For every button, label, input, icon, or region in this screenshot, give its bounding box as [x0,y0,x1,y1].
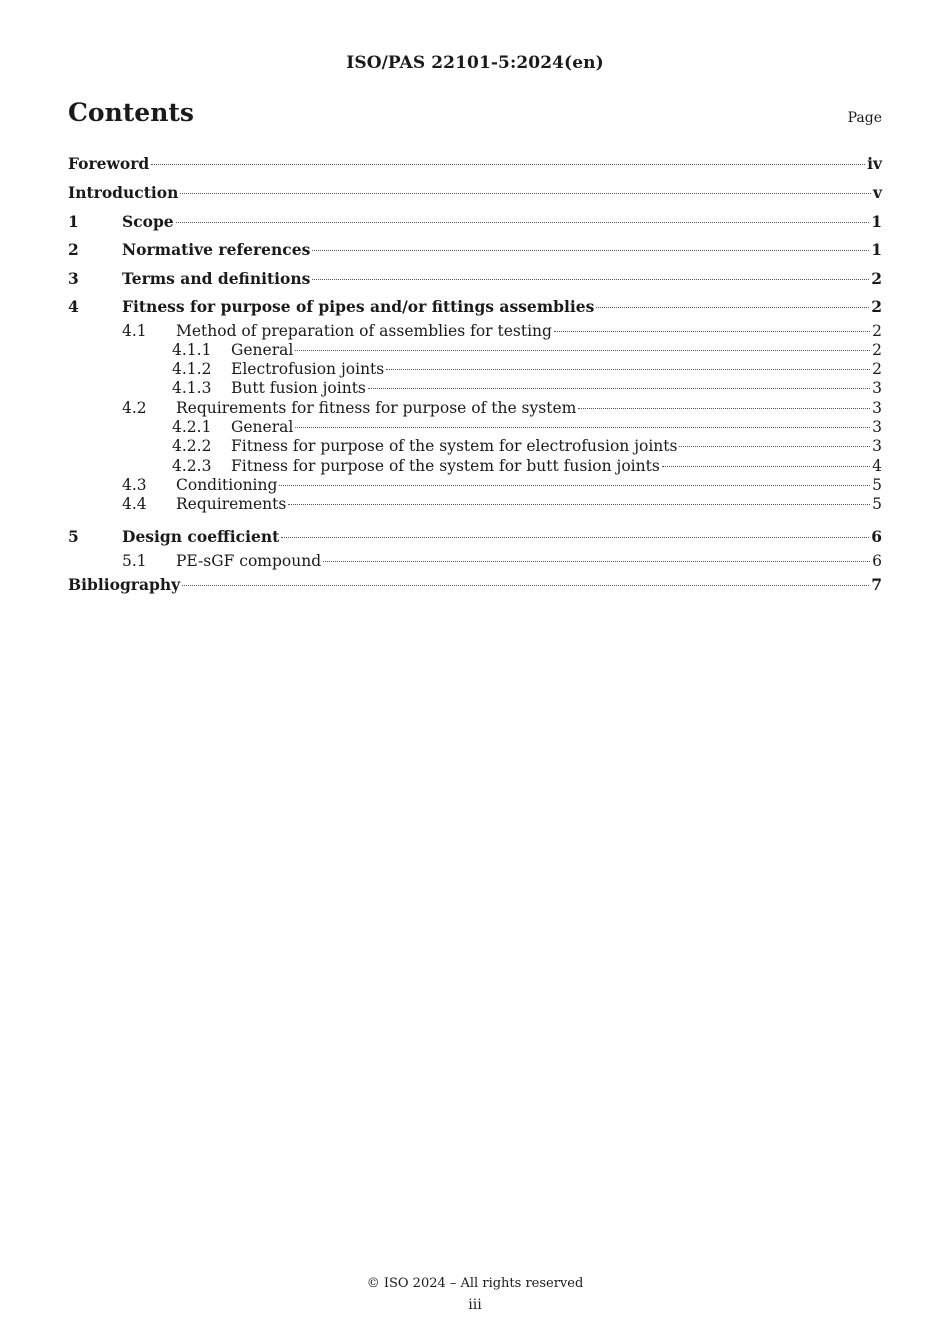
dot-leader [182,585,869,586]
toc-entry-foreword[interactable] [68,150,882,179]
toc-entry-number: 4.2.3 [172,456,212,475]
dot-leader [312,279,869,280]
toc-entry-page: 2 [872,321,882,340]
toc-entry-number: 4.1.2 [172,360,212,379]
dot-leader [295,350,870,351]
dot-leader [295,427,870,428]
toc-entry-title: Bibliography [68,575,181,595]
toc-entry-number: 4.2 [122,398,147,417]
table-of-contents [68,150,882,600]
toc-entry-introduction[interactable] [68,179,882,208]
toc-entry-number: 4.2.1 [172,417,212,436]
toc-entry-title: Introduction [68,183,179,202]
toc-entry-bibliography[interactable] [68,571,882,600]
toc-entry-number: 5 [68,527,79,547]
dot-leader [554,331,870,332]
toc-entry-page: 3 [872,437,882,456]
toc-entry-4-2-3[interactable] [68,457,882,476]
toc-entry-number: 4 [68,297,79,316]
dot-leader [386,369,870,370]
copyright-footer: © ISO 2024 – All rights reserved [366,1276,584,1291]
toc-entry-number: 4.1.3 [172,379,212,398]
toc-entry-number: 2 [68,240,79,259]
toc-entry-page: 2 [872,360,882,379]
toc-entry-title: Scope [122,211,174,231]
toc-entry-title: Normative references [122,240,311,259]
toc-entry-page: v [872,183,882,202]
dot-leader [679,446,870,447]
toc-entry-number: 3 [68,268,79,288]
toc-entry-4-2-2[interactable] [68,437,882,456]
toc-entry-4-4[interactable] [68,495,882,514]
dot-leader [151,164,865,165]
toc-entry-title: Butt fusion joints [231,379,366,398]
toc-entry-4-3[interactable] [68,476,882,495]
toc-entry-title: Foreword [68,154,150,173]
toc-entry-4-2[interactable] [68,399,882,418]
toc-entry-title: PE-sGF compound [176,551,322,570]
dot-leader [288,504,870,505]
dot-leader [312,250,869,251]
toc-entry-4-1-1[interactable] [68,341,882,360]
toc-entry-page: 2 [871,297,882,316]
toc-entry-page: 5 [872,475,882,494]
toc-entry-page: 3 [872,379,882,398]
toc-entry-title: Fitness for purpose of the system for electrofusion joints [231,437,678,456]
toc-entry-title: Fitness for purpose of the system for butt fusion joints [231,456,660,475]
toc-entry-page: 2 [871,268,882,288]
dot-leader [281,537,869,538]
toc-entry-page: 2 [872,340,882,359]
toc-entry-number: 1 [68,211,79,231]
toc-entry-5-1[interactable] [68,552,882,571]
dot-leader [368,388,870,389]
toc-entry-scope[interactable] [68,208,882,237]
toc-entry-page: 3 [872,417,882,436]
dot-leader [279,485,870,486]
toc-entry-page: 1 [871,240,882,259]
toc-entry-number: 4.2.2 [172,437,212,456]
toc-entry-page: 6 [872,551,882,570]
toc-entry-title: Design coefficient [122,527,280,547]
dot-leader [662,466,870,467]
page-column-label: Page [847,110,882,126]
toc-entry-number: 5.1 [122,551,147,570]
toc-entry-number: 4.4 [122,495,147,514]
toc-entry-page: 3 [872,398,882,417]
toc-entry-page: 4 [872,456,882,475]
toc-entry-page: 5 [872,495,882,514]
toc-entry-page: iv [867,154,882,173]
toc-entry-title: General [231,417,294,436]
toc-entry-fitness-for-purpose[interactable] [68,293,882,322]
toc-entry-title: Method of preparation of assemblies for testing [176,321,552,340]
toc-entry-4-1-2[interactable] [68,360,882,379]
toc-entry-number: 4.3 [122,475,147,494]
toc-entry-page: 7 [871,575,882,595]
toc-entry-title: Conditioning [176,475,278,494]
dot-leader [176,222,870,223]
dot-leader [323,561,870,562]
toc-entry-title: General [231,340,294,359]
toc-entry-design-coefficient[interactable] [68,523,882,552]
toc-entry-page: 6 [871,527,882,547]
dot-leader [596,307,869,308]
toc-entry-title: Requirements [176,495,287,514]
toc-entry-4-1-3[interactable] [68,379,882,398]
toc-entry-4-2-1[interactable] [68,418,882,437]
document-id-header: ISO/PAS 22101-5:2024(en) [346,53,604,73]
toc-entry-title: Fitness for purpose of pipes and/or fittings assemblies [122,297,595,316]
toc-entry-normative-references[interactable] [68,236,882,265]
toc-entry-page: 1 [871,211,882,231]
toc-entry-title: Requirements for fitness for purpose of the system [176,398,577,417]
toc-entry-terms-and-definitions[interactable] [68,265,882,294]
toc-entry-number: 4.1 [122,321,147,340]
dot-leader [180,193,871,194]
toc-entry-title: Terms and definitions [122,268,311,288]
dot-leader [578,408,870,409]
contents-title: Contents [68,98,195,127]
toc-entry-number: 4.1.1 [172,340,212,359]
toc-entry-title: Electrofusion joints [231,360,385,379]
toc-entry-4-1[interactable] [68,322,882,341]
page-number: iii [468,1297,482,1313]
